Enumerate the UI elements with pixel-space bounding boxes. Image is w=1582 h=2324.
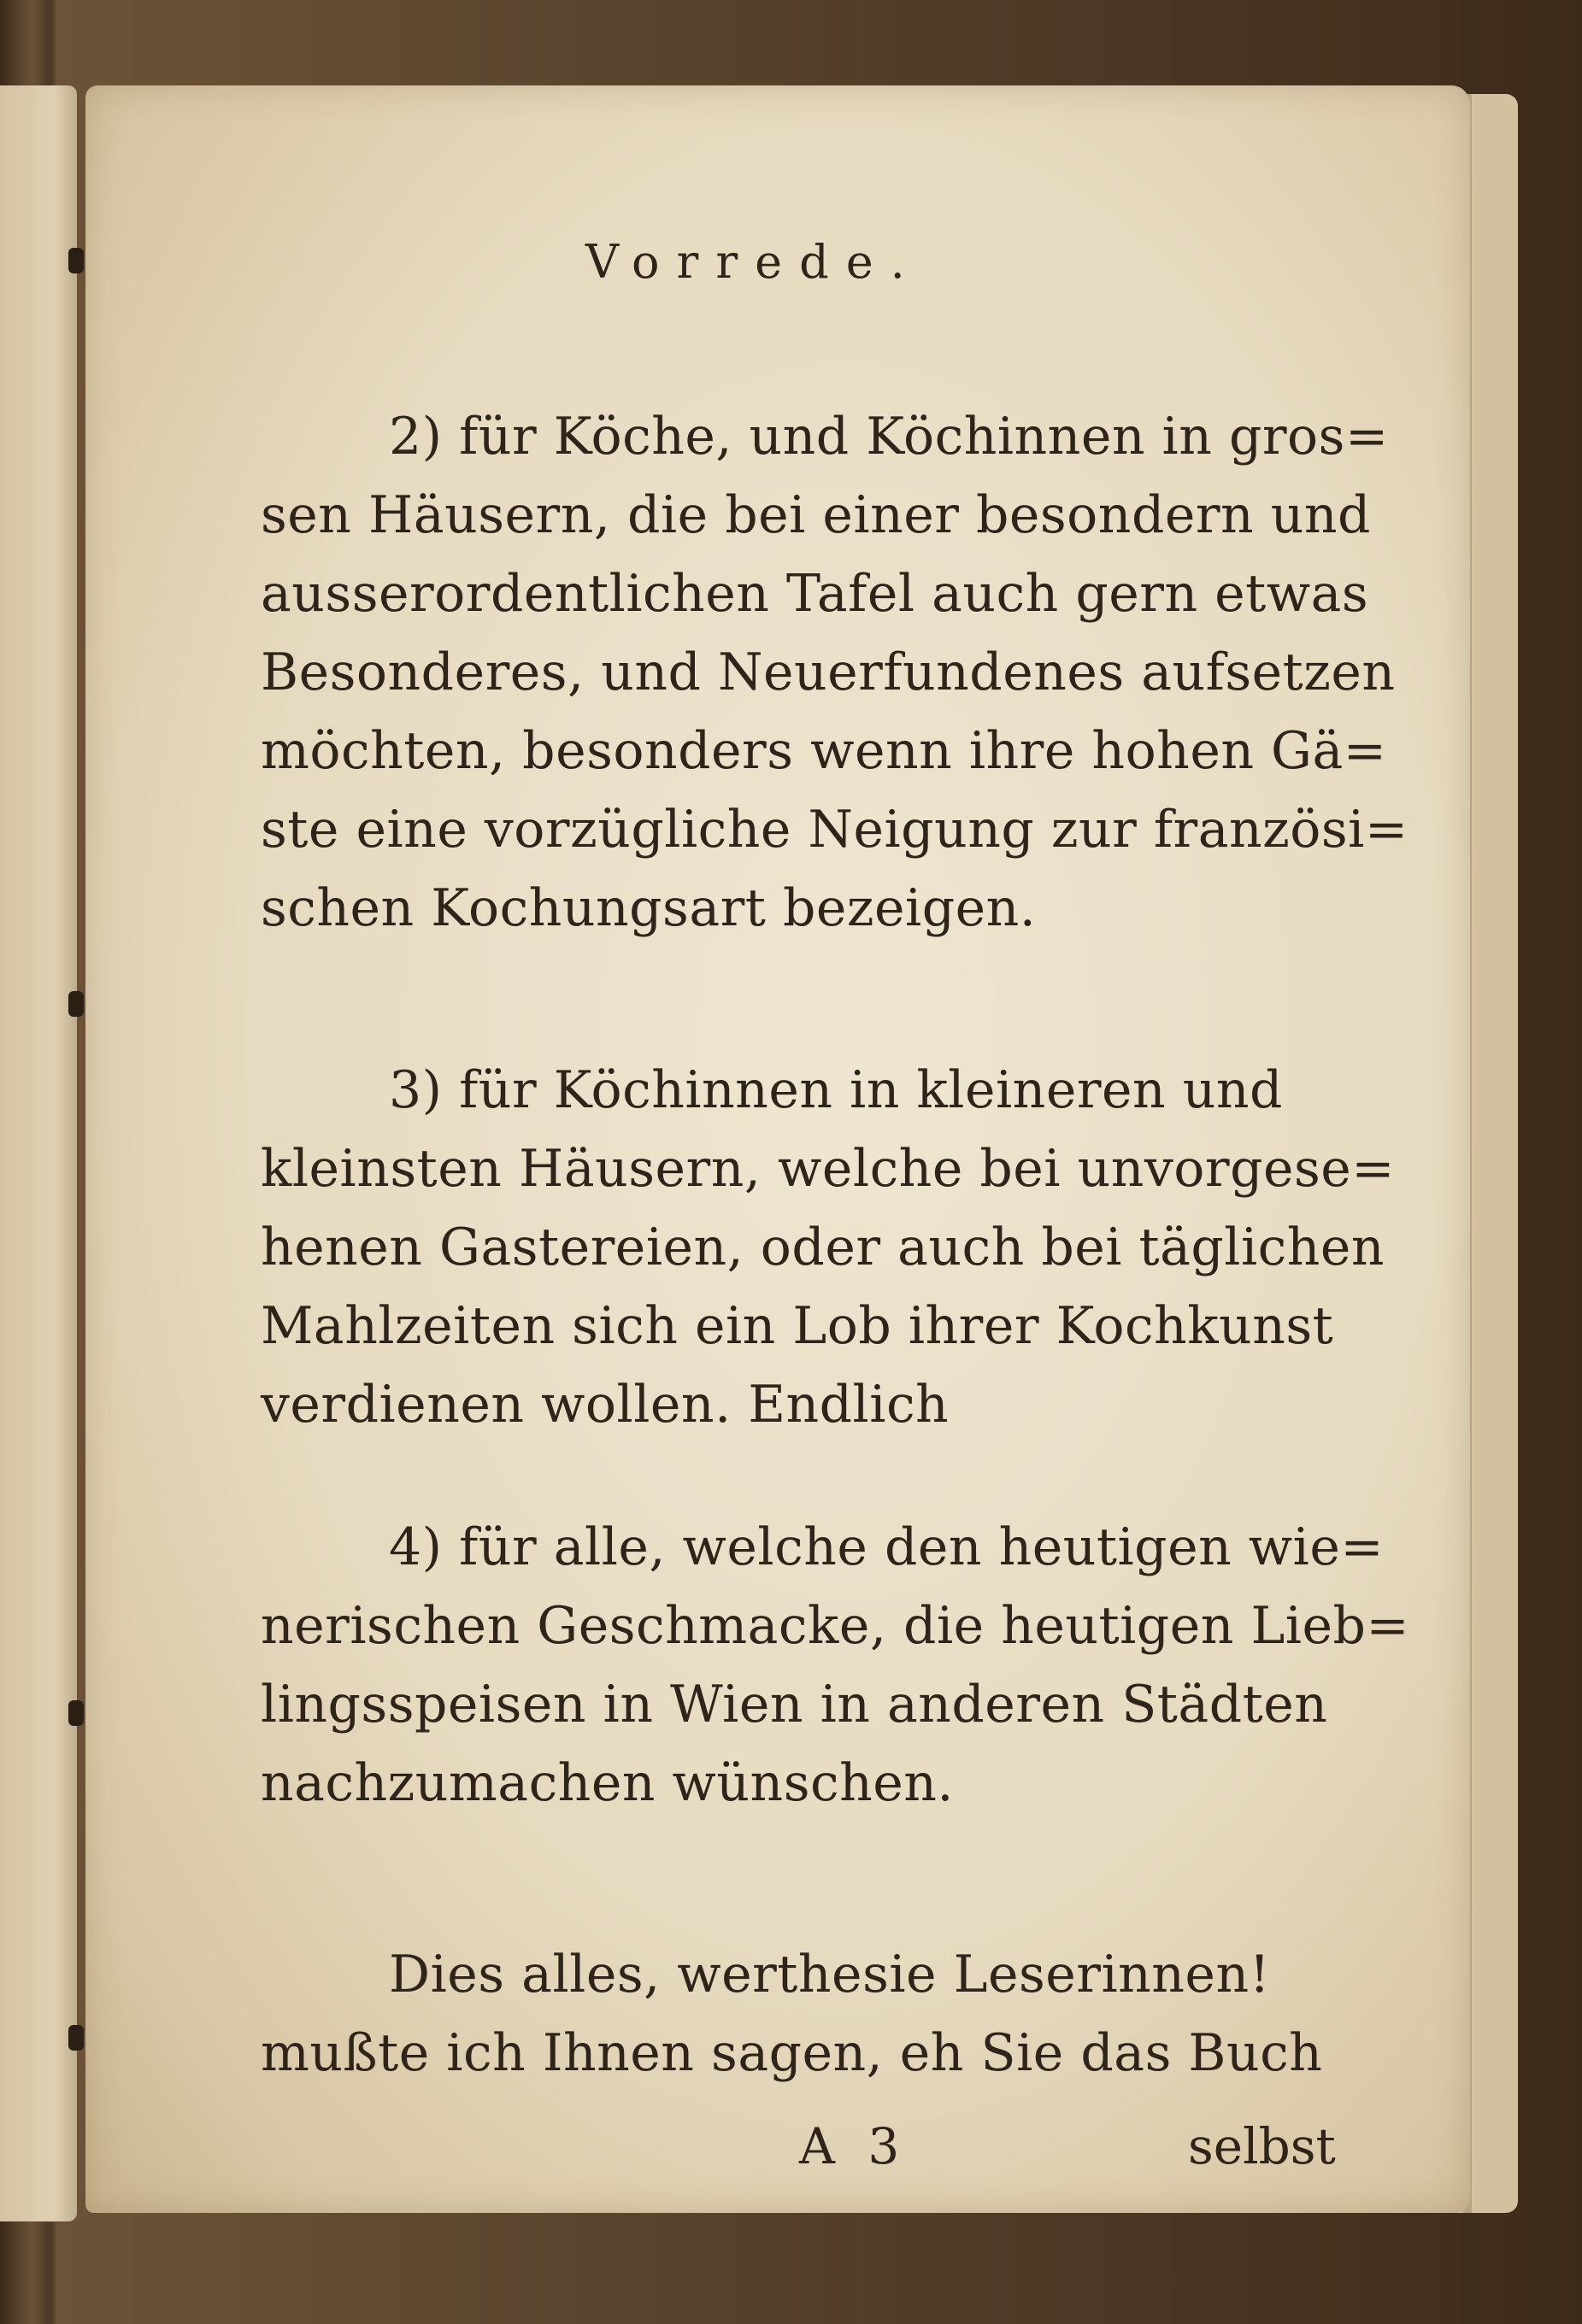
binding-stitch [68,991,84,1017]
catchword: selbst [1188,2117,1336,2175]
paragraph-item-4 [261,1508,1410,1822]
facing-page-edge [0,85,77,2221]
text-line: 4) für alle, welche den heutigen wie= [389,1517,1385,1577]
binding-stitch [68,2025,84,2051]
text-line: schen Kochungsart bezeigen. [261,878,1037,938]
running-head: Vorrede. [585,235,922,289]
text-line: nerischen Geschmacke, die heutigen Lieb= [261,1596,1410,1656]
text-line: verdienen wollen. Endlich [261,1375,950,1435]
text-line: Mahlzeiten sich ein Lob ihrer Kochkunst [261,1296,1334,1356]
paragraph-item-3 [261,1051,1396,1444]
signature-mark: A 3 [799,2117,909,2175]
text-line: nachzumachen wünschen. [261,1753,954,1813]
text-line: ste eine vorzügliche Neigung zur französi= [261,800,1409,860]
text-line: Dies alles, werthesie Leserinnen! [389,1945,1271,2004]
text-line: 3) für Köchinnen in kleineren und [389,1060,1283,1120]
text-line: möchten, besonders wenn ihre hohen Gä= [261,721,1387,781]
closing-paragraph [261,1935,1372,2092]
binding-stitch [68,248,84,273]
text-line: 2) für Köche, und Köchinnen in gros= [389,407,1389,467]
text-line: lingsspeisen in Wien in anderen Städten [261,1675,1328,1734]
text-line: henen Gastereien, oder auch bei täglichen [261,1218,1385,1277]
paragraph-item-2 [261,397,1409,948]
text-line: Besonderes, und Neuerfundenes aufsetzen [261,643,1396,702]
page-edges [1472,94,1518,2213]
text-line: mußte ich Ihnen sagen, eh Sie das Buch [261,2023,1323,2083]
book-page [85,85,1470,2213]
text-line: ausserordentlichen Tafel auch gern etwas [261,564,1369,624]
text-line: kleinsten Häusern, welche bei unvorgese= [261,1139,1396,1199]
binding-stitch [68,1700,84,1726]
text-line: sen Häusern, die bei einer besondern und [261,485,1371,545]
